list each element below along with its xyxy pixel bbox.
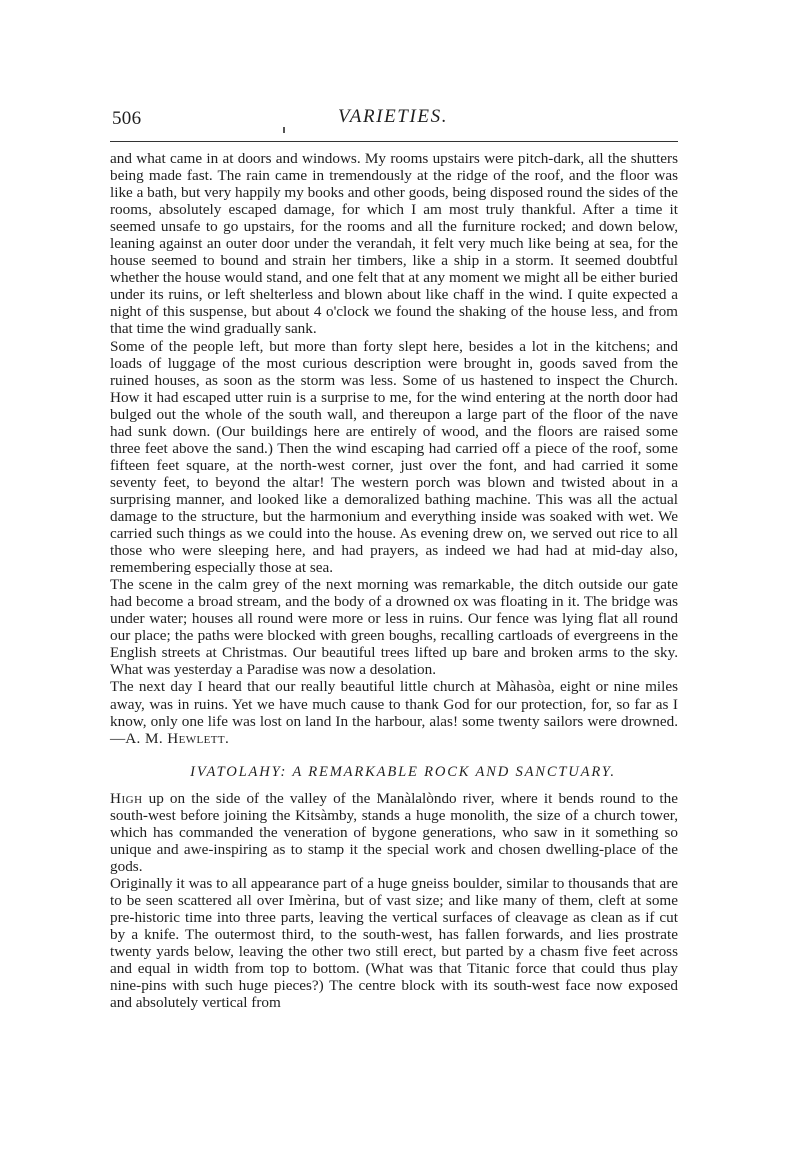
running-head [112, 104, 674, 134]
paragraph-5 [110, 790, 678, 875]
paragraph-6: Originally it was to all appearance part of a huge gneiss boulder, similar to thousands that are to be seen scattered all over Imèrina, but of vast size; and like many of them, cleft at some pre-historic time into three parts, leaving the vertical surfaces of cleavage as clean as if cut by a knife. The outermost third, to the south-west, has fallen forwards, and lies prostrate twenty yards below, leaving the other two still erect, but parted by a chasm five feet across and equal in width from top to bottom. (What was that Titanic force that could thus play nine-pins with such huge pieces?) The centre block with its south-west face now exposed and absolutely vertical from [110, 874, 678, 1012]
paragraph-5-text: up on the side of the valley of the Manàlalòndo river, where it bends round to the south-west before joining the Kitsàmby, stands a huge monolith, the size of a church tower, which has commanded the veneration of bygone generations, who saw in it something so unique and awe-inspiring as to stamp it the special work and chosen dwelling-place of the gods. [110, 789, 678, 875]
section-title: IVATOLAHY: A REMARKABLE ROCK AND SANCTUARY. [190, 763, 616, 780]
paragraph-4-text: The next day I heard that our really beautiful little church at Màhasòa, eight or nine miles away, was in ruins. Yet we have much cause to thank God for our protection, for, so far as I know, only one life was lost on land In the harbour, alas! some twenty sailors were drowned.— [110, 678, 678, 747]
header-tick-mark [283, 127, 285, 133]
header-rule [110, 141, 678, 142]
article-body [110, 150, 678, 1011]
running-title: VARIETIES. [337, 106, 449, 127]
author-signature: A. M. Hewlett. [125, 729, 230, 747]
paragraph-5-lead: High [110, 789, 143, 807]
paragraph-1: and what came in at doors and windows. My rooms upstairs were pitch-dark, all the shutters being made fast. The rain came in tremendously at the ridge of the roof, and the floor was like a bath, but very happily my books and other goods, being disposed round the sides of the rooms, absolutely escaped damage, for which I am most truly thankful. After a time it seemed unsafe to go upstairs, for the rooms and all the furniture rocked; and down below, leaning against an outer door under the verandah, it felt very much like being at sea, for the house seemed to bound and strain her timbers, like a ship in a storm. It seemed doubtful whether the house would stand, and one felt that at any moment we might all be either buried under its ruins, or left shelterless and blown about like chaff in the wind. I quite expected a night of this suspense, but about 4 o'clock we found the shaking of the house less, and from that time the wind gradually sank. [110, 150, 678, 338]
paragraph-3: The scene in the calm grey of the next morning was remarkable, the ditch outside our gate had become a broad stream, and the body of a drowned ox was floating in it. The bridge was under water; houses all round were more or less in ruins. Our fence was lying flat all round our place; the paths were blocked with green boughs, recalling cartloads of evergreens in the English streets at Christmas. Our beautiful trees lifted up bare and broken arms to the sky. What was yesterday a Paradise was now a desolation. [110, 576, 678, 679]
page-number: 506 [112, 108, 142, 129]
paragraph-2: Some of the people left, but more than forty slept here, besides a lot in the kitchens; and loads of luggage of the most curious description were brought in, goods saved from the ruined houses, as soon as the storm was less. Some of us hastened to inspect the Church. How it had escaped utter ruin is a surprise to me, for the wind entering at the north door had bulged out the whole of the south wall, and thereupon a large part of the floor of the nave had sunk down. (Our buildings here are entirely of wood, and the floors are raised some three feet above the sand.) Then the wind escaping had carried off a piece of the roof, some fifteen feet square, at the north-west corner, just over the font, and had carried it some seventy feet, to beyond the altar! The western porch was blown and twisted about in a surprising manner, and looked like a demoralized bathing machine. This was all the actual damage to the structure, but the harmonium and everything inside was soaked with wet. We carried such things as we could into the house. As evening drew on, we served out rice to all those who were sleeping here, and had prayers, as indeed we had had at mid-day also, remembering especially those at sea. [110, 337, 678, 577]
paragraph-4 [110, 678, 678, 746]
